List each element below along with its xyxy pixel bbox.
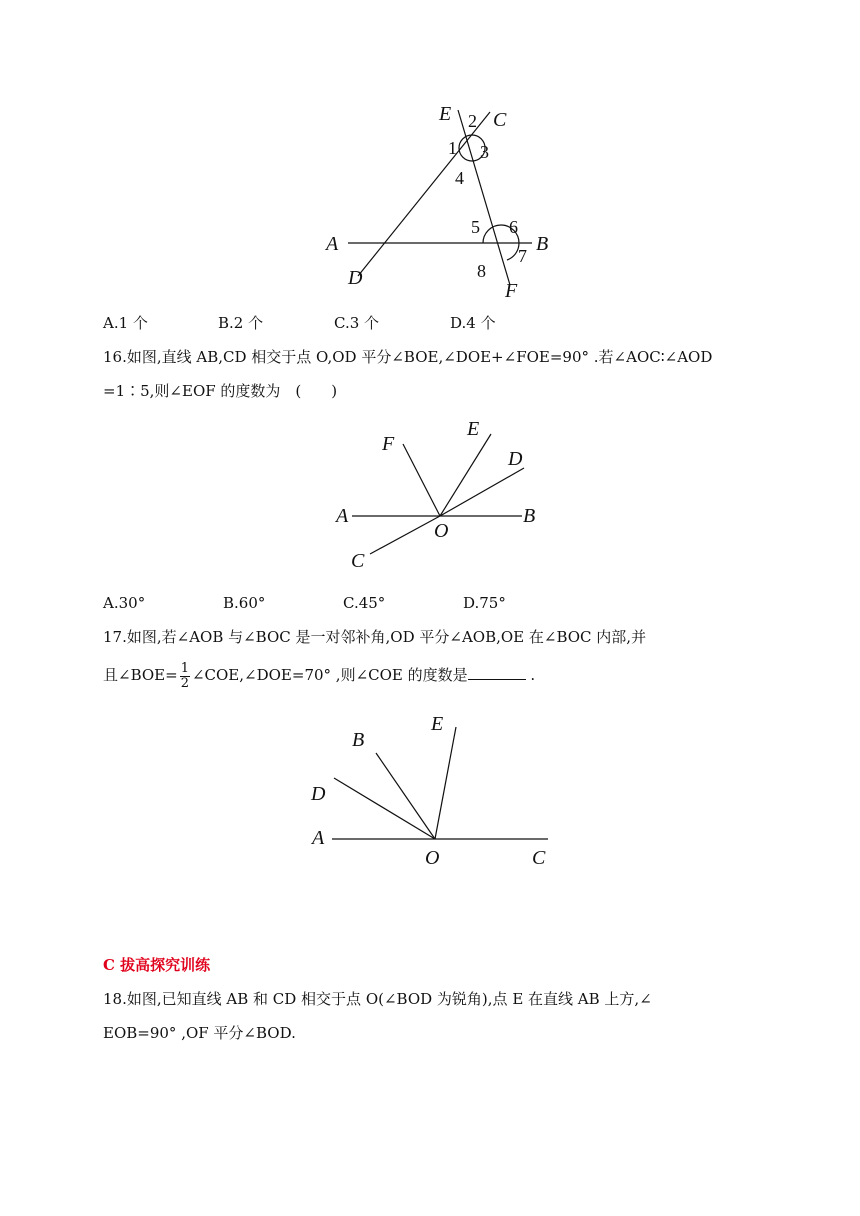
option-b: B.2 个 <box>218 314 264 332</box>
q17-prefix: 且∠BOE= <box>103 666 178 684</box>
label-b: B <box>352 729 365 751</box>
option-c: C.3 个 <box>334 314 380 332</box>
label-a: A <box>326 233 339 255</box>
option-c: C.45° <box>343 594 386 612</box>
ray-od <box>334 778 435 839</box>
label-a: A <box>336 505 349 527</box>
label-o: O <box>425 847 440 869</box>
angle-6: 6 <box>509 217 518 237</box>
angle-1: 1 <box>448 138 457 158</box>
label-e: E <box>467 418 480 440</box>
ray-od <box>440 468 524 516</box>
section-heading: C 拔高探究训练 <box>103 956 211 974</box>
option-a: A.1 个 <box>103 314 148 332</box>
q17-suffix: ∠COE,∠DOE=70° ,则∠COE 的度数是 <box>191 666 468 684</box>
label-c: C <box>351 550 365 572</box>
label-c: C <box>493 109 507 131</box>
option-d: D.4 个 <box>450 314 496 332</box>
angle-3: 3 <box>480 142 489 162</box>
label-b: B <box>536 233 549 255</box>
q17-end: . <box>525 666 536 684</box>
label-f: F <box>505 280 518 302</box>
label-o: O <box>434 520 449 542</box>
label-d: D <box>348 267 363 289</box>
ray-of <box>403 444 440 516</box>
figure-q15 <box>300 95 580 305</box>
q16-line2: =1∶5,则∠EOF 的度数为 ( ) <box>103 382 338 400</box>
figure-q17 <box>300 700 560 880</box>
fraction-half: $\frac{1}{2}$ <box>180 660 189 691</box>
ray-oe <box>440 434 491 516</box>
ray-ob <box>376 753 435 839</box>
label-d: D <box>508 448 523 470</box>
answer-blank[interactable] <box>468 665 526 680</box>
option-a: A.30° <box>103 594 146 612</box>
label-a: A <box>312 827 325 849</box>
angle-7: 7 <box>518 246 527 266</box>
q18-line1: 18.如图,已知直线 AB 和 CD 相交于点 O(∠BOD 为锐角),点 E 在直线 AB 上方,∠ <box>103 990 652 1008</box>
figure-q16 <box>330 410 550 580</box>
label-e: E <box>431 713 444 735</box>
ray-oe <box>435 727 456 839</box>
option-d: D.75° <box>463 594 506 612</box>
label-f: F <box>382 433 395 455</box>
label-b: B <box>523 505 536 527</box>
angle-4: 4 <box>455 168 464 188</box>
ray-oc <box>370 516 440 554</box>
angle-5: 5 <box>471 217 480 237</box>
q18-line2: EOB=90° ,OF 平分∠BOD. <box>103 1024 296 1042</box>
q16-line1: 16.如图,直线 AB,CD 相交于点 O,OD 平分∠BOE,∠DOE+∠FOE=90° .若∠AOC∶∠AOD <box>103 348 713 366</box>
label-d: D <box>311 783 326 805</box>
label-c: C <box>532 847 546 869</box>
option-b: B.60° <box>223 594 266 612</box>
angle-2: 2 <box>468 111 477 131</box>
angle-8: 8 <box>477 261 486 281</box>
q17-line1: 17.如图,若∠AOB 与∠BOC 是一对邻补角,OD 平分∠AOB,OE 在∠BOC 内部,并 <box>103 628 647 646</box>
line-cd <box>358 112 490 276</box>
q17-line2 <box>103 655 535 695</box>
label-e: E <box>439 103 452 125</box>
